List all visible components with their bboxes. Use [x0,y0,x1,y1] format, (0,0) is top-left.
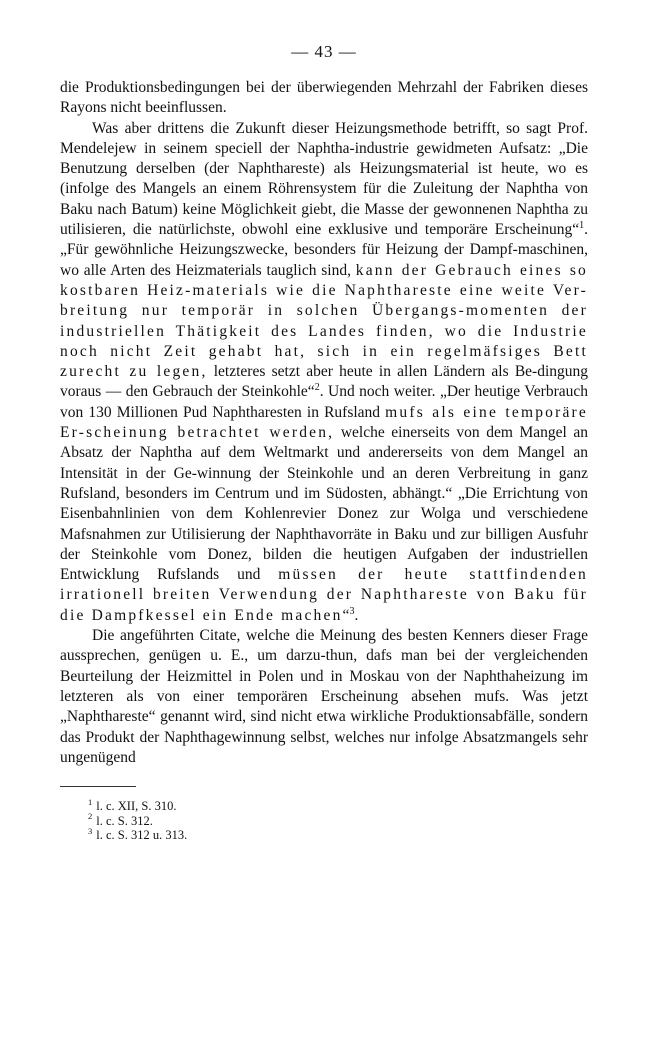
text-run: . [354,606,359,624]
footnote-text: l. c. S. 312 u. 313. [96,828,188,843]
footnote [88,825,588,843]
footnote-mark: 3 [88,825,93,836]
book-page [60,40,588,843]
footnote-divider [60,786,136,787]
footnote-mark: 1 [88,796,93,807]
paragraph [60,78,588,119]
text-run: die Produktionsbedingungen bei der überwiegenden Mehrzahl der Fabriken dieses Rayons nicht beeinflussen. [60,79,588,117]
text-run: letzteres setzt aber heute in allen Ländern als Be-dingung voraus — den Gebrauch der Steinkohle“ [60,363,589,401]
paragraph [60,626,588,768]
footnote-reference: 2 [314,382,320,394]
emphasized-text: müssen der heute stattfindenden irrationell breiten Verwendung der Naphthareste von Baku für die Dampfkessel ein Ende machen [60,566,588,624]
footnote-reference: 1 [579,219,585,231]
footnote-reference: 3 [349,605,355,617]
footnote-text: l. c. S. 312. [96,813,153,828]
emphasized-text: kann der Gebrauch eines so kostbaren Heiz-materials wie die Naphthareste eine weite Ver-breitung nur temporär in solchen Übergangs-momenten der industriellen Thätigkeit des Landes finden, wo die Industrie noch nicht Zeit gehabt hat, sich in ein regelmäfsiges Bett zurecht zu legen, [60,261,589,381]
text-run: Die angeführten Citate, welche die Meinung des besten Kenners dieser Frage aussprechen, genügen u. E., um darzu-thun, dafs man bei der vergleichenden Beurteilung der Heizmittel in Polen und in Moskau von der Naphthaheizung im letzteren als von einer temporären Erscheinung absehen mufs. Was jetzt „Naphthareste“ genannt wird, sind nicht etwa wirkliche Produktionsabfälle, sondern das Produkt der Naphthagewinnung selbst, welches nur infolge Absatzmangels sehr ungenügend [60,627,588,766]
emphasized-text: mufs als eine temporäre Er-scheinung betrachtet werden, [60,403,588,442]
paragraph [60,119,588,626]
footnote-text: l. c. XII, S. 310. [96,799,177,814]
footnote-mark: 2 [88,811,93,822]
body-text [60,78,588,768]
footnote [88,796,588,814]
text-run: . „Für gewöhnliche Heizungszwecke, besonders für Heizung der Dampf-maschinen, wo alle Arten des Heizmaterials tauglich sind, [60,221,588,279]
text-run: “ [342,606,350,624]
text-run: Was aber drittens die Zukunft dieser Heizungsmethode betrifft, so sagt Prof. Mendelejew in seinem speciell der Naphtha-industrie gewidmeten Aufsatz: „Die Benutzung derselben (der Naphthareste) als Heizungsmaterial ist heute, wo es (infolge des Mangels an einem Röhrensystem für die Zuleitung der Naphtha von Baku nach Batum) keine Möglichkeit giebt, die Masse der gewonnenen Naphtha zu utilisieren, die natürlichste, obwohl eine exklusive und temporäre Erscheinung“ [60,119,588,239]
footnote [88,811,588,829]
text-run: welche einerseits von dem Mangel an Absatz der Naphtha auf dem Weltmarkt und andererseits von dem Mangel an Intensität in der Ge-winnung der Steinkohle und an deren Verbreitung in ganz Rufsland, besonders im Centrum und im Südosten, abhängt.“ „Die Errichtung von Eisenbahnlinien von dem Kohlenrevier Donez zur Wolga und verschiedene Mafsnahmen zur Utilisierung der Naphthavorräte in Baku und zur billigen Ausfuhr der Steinkohle vom Donez, bilden die heutigen Aufgaben der industriellen Entwicklung Rufslands und [60,424,588,584]
footnotes [88,796,588,843]
page-number: — 43 — [291,42,357,61]
text-run: . Und noch weiter. „Der heutige Verbrauch von 130 Millionen Pud Naphtharesten in Rufsland [60,383,588,421]
